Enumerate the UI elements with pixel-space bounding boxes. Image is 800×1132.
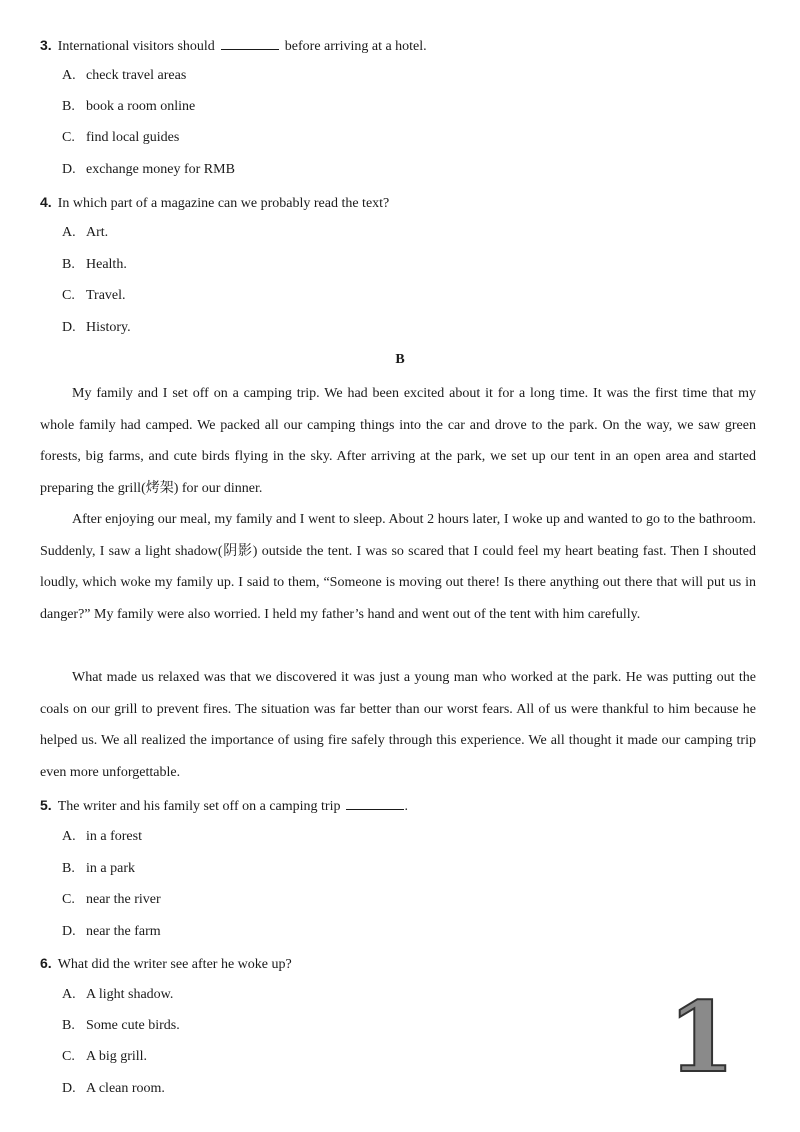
option-d [62, 162, 235, 178]
option-text: near the farm [86, 924, 161, 939]
option-letter: A. [62, 68, 76, 83]
option-text: Health. [86, 257, 127, 272]
option-c [62, 1049, 147, 1065]
option-c [62, 892, 161, 908]
option-letter: C. [62, 1049, 75, 1064]
option-text: check travel areas [86, 68, 187, 83]
question-number: 6. [40, 955, 52, 971]
option-text: A light shadow. [86, 987, 174, 1002]
option-text: Art. [86, 225, 109, 240]
question-6 [40, 955, 292, 973]
option-text: A clean room. [86, 1081, 165, 1096]
question-stem: In which part of a magazine can we probably read the text? [57, 196, 390, 211]
option-letter: D. [62, 320, 76, 335]
passage-paragraph-3: What made us relaxed was that we discovered it was just a young man who worked at the park. He was putting out the coals on our grill to prevent fires. The situation was far better than our worst fears. All of us were thankful to him because he helped us. We all realized the importance of using fire safely through this experience. We all thought it made our camping trip even more unforgettable. [40, 670, 756, 781]
option-text: in a forest [86, 829, 142, 844]
option-letter: C. [62, 288, 75, 303]
option-d [62, 924, 161, 940]
question-3 [40, 37, 427, 55]
option-a [62, 68, 186, 84]
question-stem: The writer and his family set off on a camping trip [57, 799, 341, 814]
option-b [62, 1018, 180, 1034]
option-d [62, 320, 131, 336]
question-stem: What did the writer see after he woke up? [57, 957, 292, 972]
option-letter: B. [62, 99, 75, 114]
option-letter: B. [62, 257, 75, 272]
section-heading: B [395, 352, 405, 367]
option-text: Travel. [86, 288, 126, 303]
option-letter: D. [62, 1081, 76, 1096]
option-c [62, 288, 126, 304]
option-letter: D. [62, 924, 76, 939]
option-letter: C. [62, 892, 75, 907]
passage-paragraph-1: My family and I set off on a camping trip. We had been excited about it for a long time. It was the first time that my whole family had camped. We packed all our camping things into the car and drove to the park. On the way, we saw green forests, big farms, and cute birds flying in the sky. After arriving at the park, we set up our tent in an open area and started preparing the grill(烤架) for our dinner. [40, 386, 756, 497]
option-letter: B. [62, 1018, 75, 1033]
question-number: 5. [40, 797, 52, 813]
option-text: History. [86, 320, 131, 335]
question-stem-end: before arriving at a hotel. [284, 39, 427, 54]
option-text: A big grill. [86, 1049, 148, 1064]
option-letter: B. [62, 861, 75, 876]
option-b [62, 257, 127, 273]
option-letter: D. [62, 162, 76, 177]
option-text: book a room online [86, 99, 196, 114]
question-number: 3. [40, 37, 52, 53]
option-text: find local guides [86, 130, 180, 145]
option-text: in a park [86, 861, 135, 876]
option-letter: A. [62, 987, 76, 1002]
option-text: Some cute birds. [86, 1018, 180, 1033]
option-a [62, 829, 142, 845]
option-letter: C. [62, 130, 75, 145]
option-a [62, 987, 173, 1003]
answer-blank [221, 37, 279, 50]
question-5 [40, 797, 408, 815]
page-number: 1 [668, 981, 735, 1094]
option-letter: A. [62, 829, 76, 844]
option-b [62, 861, 135, 877]
question-4 [40, 194, 389, 212]
question-stem: International visitors should [57, 39, 215, 54]
option-c [62, 130, 179, 146]
option-a [62, 225, 108, 241]
option-text: exchange money for RMB [86, 162, 235, 177]
passage-paragraph-2: After enjoying our meal, my family and I went to sleep. About 2 hours later, I woke up and wanted to go to the bathroom. Suddenly, I saw a light shadow(阴影) outside the tent. I was so scared that I could feel my heart beating fast. Then I shouted loudly, which woke my family up. I said to them, “Someone is moving out there! Is there anything out there that will put us in danger?” My family were also worried. I held my father’s hand and went out of the tent with him carefully. [40, 512, 756, 623]
question-number: 4. [40, 194, 52, 210]
answer-blank [346, 797, 404, 810]
option-b [62, 99, 195, 115]
question-stem-end: . [404, 799, 408, 814]
option-text: near the river [86, 892, 161, 907]
option-d [62, 1081, 165, 1097]
option-letter: A. [62, 225, 76, 240]
